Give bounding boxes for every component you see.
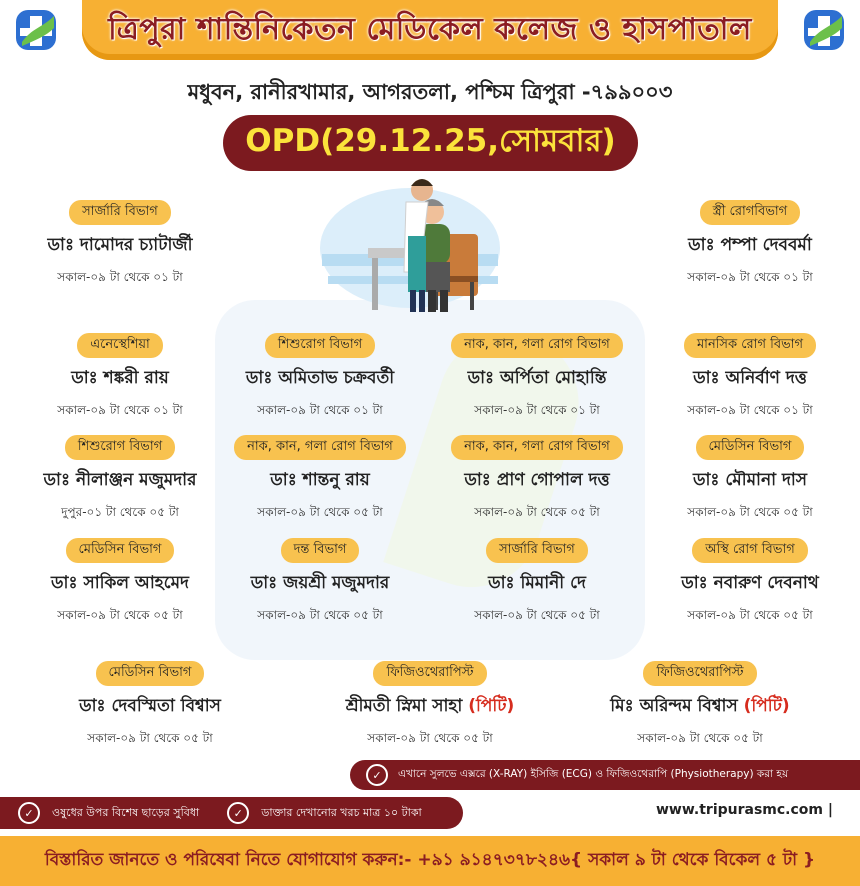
hospital-title: ত্রিপুরা শান্তিনিকেতন মেডিকেল কলেজ ও হাসপাতাল [108, 11, 752, 47]
benefits-banner [0, 797, 463, 829]
dept-tag: মেডিসিন বিভাগ [66, 538, 175, 563]
check-circle-icon: ✓ [366, 764, 388, 786]
doctor-name: ডাঃ শান্তনু রায় [270, 470, 370, 490]
benefit-medicine-discount: ওষুধের উপর বিশেষ ছাড়ের সুবিধা [52, 805, 200, 819]
check-circle-icon: ✓ [18, 802, 40, 824]
doctor-name: ডাঃ নবারুণ দেবনাথ [681, 573, 819, 593]
dept-tag: মেডিসিন বিভাগ [96, 661, 205, 686]
opd-time: সকাল-০৯ টা থেকে ০৫ টা [474, 505, 600, 519]
services-text: এখানে সুলভে এক্সরে (X-RAY) ইসিজি (ECG) ও ফিজিওথেরাপি (Physiotherapy) করা হয় [398, 767, 789, 780]
medical-cross-logo-icon [800, 6, 848, 54]
schedule-block [220, 435, 420, 524]
pt-suffix: (পিটি) [743, 696, 790, 716]
services-banner [350, 760, 860, 790]
schedule-block [437, 538, 637, 627]
schedule-block [20, 435, 220, 524]
schedule-block [220, 538, 420, 627]
doctor-name: ডাঃ পম্পা দেববর্মা [688, 235, 812, 255]
opd-time: সকাল-০৯ টা থেকে ০৫ টা [87, 731, 213, 745]
opd-time: সকাল-০৯ টা থেকে ০১ টা [57, 270, 183, 284]
doctor-name: ডাঃ দেবস্মিতা বিশ্বাস [79, 696, 221, 716]
doctor-name: ডাঃ জয়শ্রী মজুমদার [250, 573, 390, 593]
medical-cross-logo-icon [12, 6, 60, 54]
doctor-name: ডাঃ নীলাঞ্জন মজুমদার [43, 470, 197, 490]
benefit-consultation-fee: ডাক্তার দেখানোর খরচ মাত্র ১০ টাকা [261, 805, 422, 819]
title-banner [82, 0, 778, 60]
dept-tag: অস্থি রোগ বিভাগ [692, 538, 808, 563]
dept-tag: মেডিসিন বিভাগ [696, 435, 805, 460]
dept-tag: শিশুরোগ বিভাগ [65, 435, 175, 460]
doctor-name [585, 693, 815, 721]
opd-time: সকাল-০৯ টা থেকে ০৫ টা [474, 608, 600, 622]
schedule-block [650, 333, 850, 422]
doctor-name: ডাঃ মৌমানা দাস [692, 470, 808, 490]
schedule-block [437, 435, 637, 524]
schedule-block [20, 200, 220, 289]
dept-tag: নাক, কান, গলা রোগ বিভাগ [451, 333, 623, 358]
doctor-name: ডাঃ অমিতাভ চক্রবর্তী [245, 368, 395, 388]
opd-date-badge: OPD(29.12.25,সোমবার) [223, 115, 638, 171]
dept-tag: সার্জারি বিভাগ [69, 200, 171, 225]
website-link[interactable]: www.tripurasmc.com | [656, 802, 833, 818]
opd-time: সকাল-০৯ টা থেকে ০৫ টা [687, 505, 813, 519]
schedule-block [20, 538, 220, 627]
opd-time: সকাল-০৯ টা থেকে ০১ টা [257, 403, 383, 417]
doctor-name: ডাঃ দামোদর চ্যাটার্জী [47, 235, 193, 255]
dept-tag: দন্ত বিভাগ [281, 538, 360, 563]
opd-time: সকাল-০৯ টা থেকে ০৫ টা [637, 731, 763, 745]
dept-tag: সার্জারি বিভাগ [486, 538, 588, 563]
dept-tag: ফিজিওথেরাপিস্ট [643, 661, 756, 686]
opd-time: সকাল-০৯ টা থেকে ০৫ টা [57, 608, 183, 622]
schedule-block [315, 661, 545, 750]
dept-tag: নাক, কান, গলা রোগ বিভাগ [451, 435, 623, 460]
doctor-name: ডাঃ শঙ্করী রায় [71, 368, 169, 388]
schedule-block [20, 333, 220, 422]
doctor-name: ডাঃ অর্পিতা মোহান্তি [467, 368, 607, 388]
opd-time: সকাল-০৯ টা থেকে ০১ টা [687, 270, 813, 284]
doctor-name-text: মিঃ অরিন্দম বিশ্বাস [610, 696, 738, 716]
doctor-name [315, 693, 545, 721]
dept-tag: নাক, কান, গলা রোগ বিভাগ [234, 435, 406, 460]
opd-time: সকাল-০৯ টা থেকে ০৫ টা [367, 731, 493, 745]
opd-time: সকাল-০৯ টা থেকে ০৫ টা [257, 505, 383, 519]
opd-time: সকাল-০৯ টা থেকে ০১ টা [57, 403, 183, 417]
schedule-block [650, 200, 850, 289]
dept-tag: মানসিক রোগ বিভাগ [684, 333, 816, 358]
hospital-address: মধুবন, রানীরখামার, আগরতলা, পশ্চিম ত্রিপুরা -৭৯৯০০৩ [187, 80, 673, 104]
dept-tag: স্ত্রী রোগবিভাগ [700, 200, 800, 225]
schedule-block [437, 333, 637, 422]
schedule-block [650, 435, 850, 524]
opd-time: সকাল-০৯ টা থেকে ০৫ টা [687, 608, 813, 622]
schedule-block [50, 661, 250, 750]
schedule-block [650, 538, 850, 627]
pt-suffix: (পিটি) [468, 696, 515, 716]
doctor-name: ডাঃ সাকিল আহমেদ [51, 573, 189, 593]
opd-time: সকাল-০৯ টা থেকে ০১ টা [474, 403, 600, 417]
opd-time: দুপুর-০১ টা থেকে ০৫ টা [61, 505, 179, 519]
check-circle-icon: ✓ [227, 802, 249, 824]
opd-time: সকাল-০৯ টা থেকে ০৫ টা [257, 608, 383, 622]
doctor-name: ডাঃ মিমানী দে [488, 573, 586, 593]
dept-tag: শিশুরোগ বিভাগ [265, 333, 375, 358]
contact-banner [0, 836, 860, 886]
schedule-block [220, 333, 420, 422]
doctor-name: ডাঃ প্রাণ গোপাল দত্ত [464, 470, 610, 490]
doctor-name: ডাঃ অনির্বাণ দত্ত [693, 368, 807, 388]
dept-tag: এনেস্থেশিয়া [77, 333, 163, 358]
dept-tag: ফিজিওথেরাপিস্ট [373, 661, 486, 686]
doctor-patient-illustration [318, 176, 503, 316]
schedule-block [585, 661, 815, 750]
doctor-name-text: শ্রীমতী স্নিমা সাহা [345, 696, 463, 716]
contact-text: বিস্তারিত জানতে ও পরিষেবা নিতে যোগাযোগ করুন:- +৯১ ৯১৪৭৩৭৮২৪৬{ সকাল ৯ টা থেকে বিকেল ৫ টা } [44, 850, 816, 870]
opd-time: সকাল-০৯ টা থেকে ০১ টা [687, 403, 813, 417]
